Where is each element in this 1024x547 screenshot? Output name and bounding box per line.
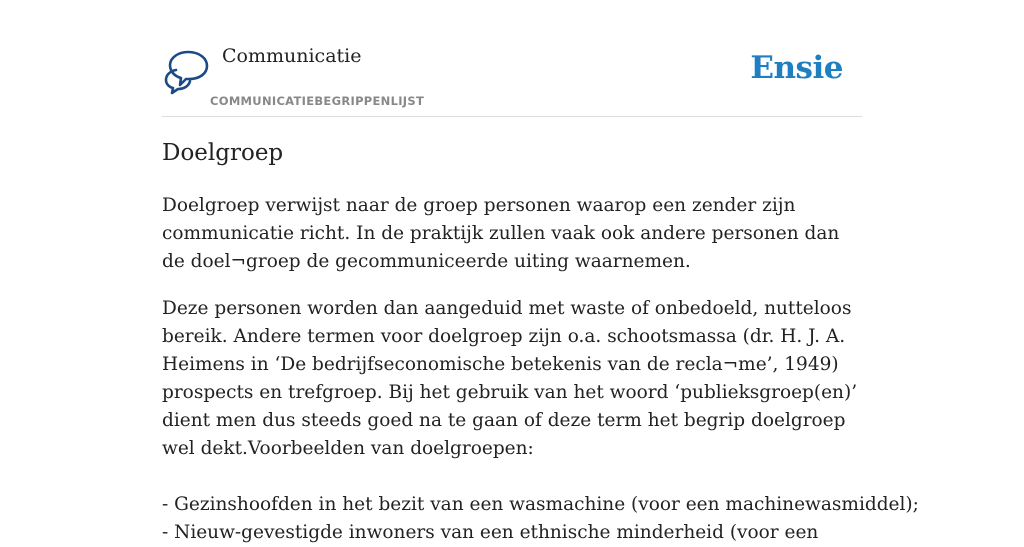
entry-title: Doelgroep — [162, 140, 284, 166]
site-header — [162, 0, 862, 117]
list-item: - Nieuw-gevestigde inwoners van een ethnische minderheid (voor een — [162, 522, 819, 543]
paragraph: Doelgroep verwijst naar de groep personen waarop een zender zijn communicatie richt. In de praktijk zullen vaak ook andere personen dan de doel¬groep de gecommuniceerde uiting waarnemen. — [162, 195, 840, 272]
entry-body — [162, 192, 919, 547]
paragraph: Deze personen worden dan aangeduid met waste of onbedoeld, nutteloos bereik. Andere termen voor doelgroep zijn o.a. schootsmassa (dr. H. J. A. Heimens in ‘De bedrijfseconomische betekenis van de recla¬me’, 1949) prospects en trefgroep. Bij het gebruik van het woord ‘publieksgroep(en)’ dient men dus steeds goed na te gaan of deze term het begrip doelgroep wel dekt.Voorbeelden van doelgroepen: — [162, 298, 858, 459]
example-list — [162, 491, 919, 547]
speech-bubbles-icon[interactable] — [164, 48, 210, 94]
ensie-logo[interactable]: Ensie — [750, 50, 843, 86]
list-item: - Gezinshoofden in het bezit van een wasmachine (voor een machinewasmiddel); — [162, 494, 919, 515]
category-title[interactable]: Communicatie — [222, 45, 362, 67]
category-subtitle[interactable]: COMMUNICATIEBEGRIPPENLIJST — [210, 94, 425, 108]
